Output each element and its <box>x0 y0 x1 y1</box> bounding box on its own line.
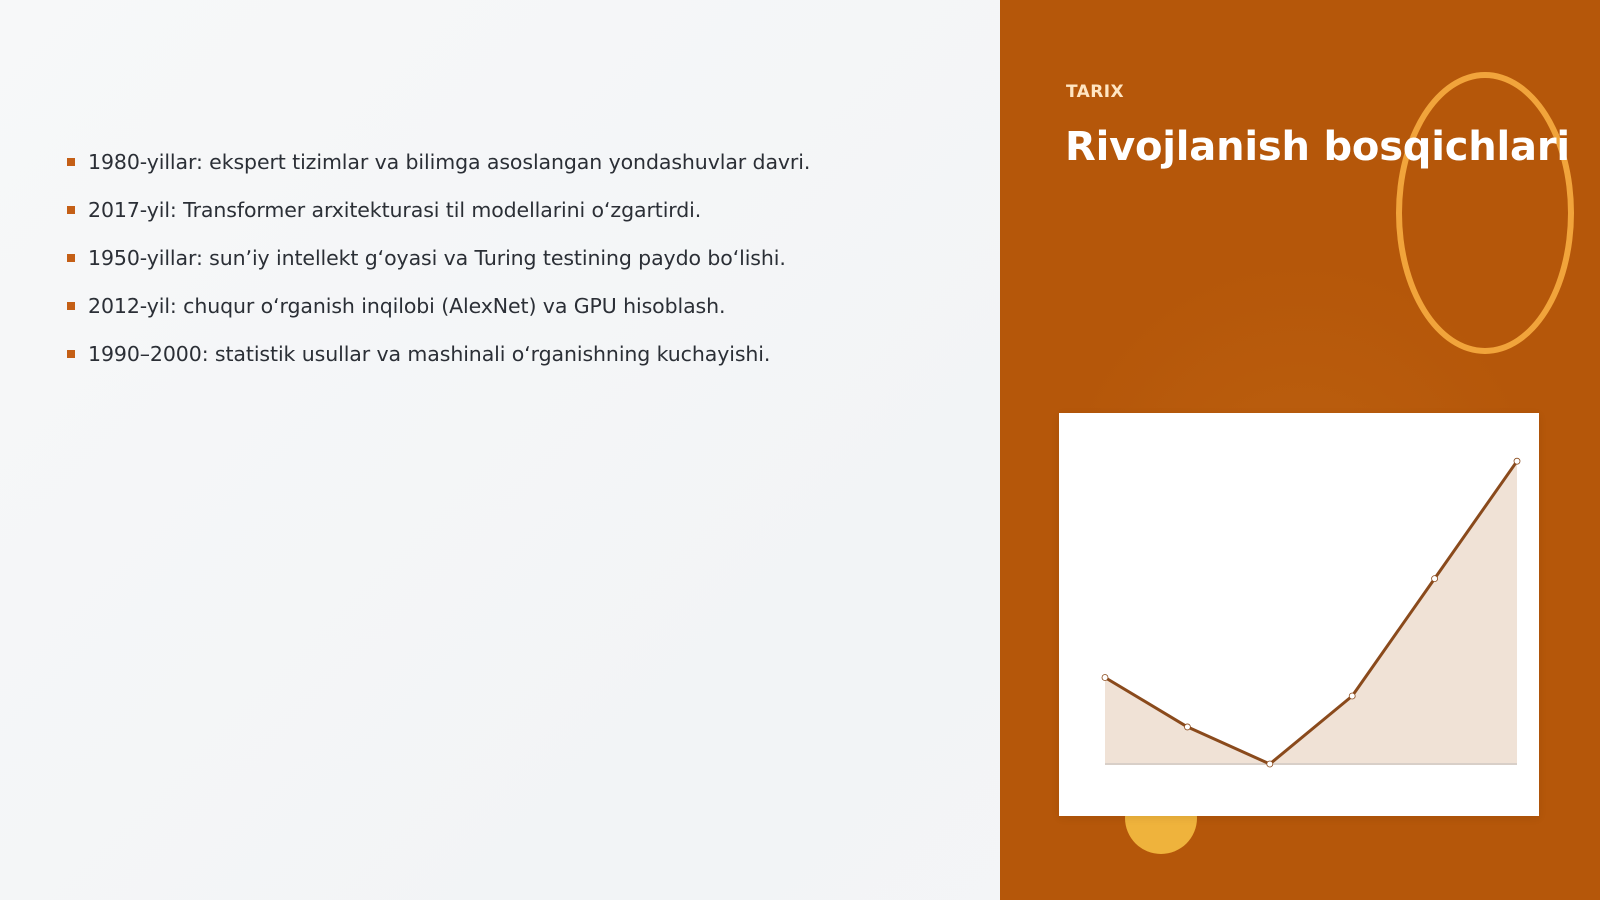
data-point <box>1267 761 1273 767</box>
square-bullet-icon <box>67 350 75 358</box>
bullet-item <box>64 234 810 282</box>
bullet-text: 1980-yillar: ekspert tizimlar va bilimga asoslangan yondashuvlar davri. <box>88 150 811 174</box>
square-bullet-icon <box>67 158 75 166</box>
bullet-item <box>64 186 810 234</box>
bullet-text: 2012-yil: chuqur oʻrganish inqilobi (AlexNet) va GPU hisoblash. <box>88 294 726 318</box>
square-bullet-icon <box>67 254 75 262</box>
square-bullet-icon <box>67 206 75 214</box>
slide-title: Rivojlanish bosqichlari <box>1065 124 1570 170</box>
decorative-ring <box>1396 72 1574 354</box>
bullet-item <box>64 282 810 330</box>
bullet-text: 1950-yillar: sunʼiy intellekt gʻoyasi va Turing testining paydo boʻlishi. <box>88 246 786 270</box>
bullet-text: 1990–2000: statistik usullar va mashinali oʻrganishning kuchayishi. <box>88 342 771 366</box>
trend-chart <box>1059 413 1539 816</box>
accent-panel <box>1000 0 1600 900</box>
data-point <box>1432 576 1438 582</box>
chart-card <box>1059 413 1539 816</box>
series-area-fill <box>1105 461 1517 764</box>
data-point <box>1184 724 1190 730</box>
bullet-text: 2017-yil: Transformer arxitekturasi til modellarini oʻzgartirdi. <box>88 198 702 222</box>
data-point <box>1514 458 1520 464</box>
section-kicker: TARIX <box>1066 82 1124 102</box>
timeline-bullet-list <box>64 138 810 378</box>
bullet-item <box>64 138 810 186</box>
bullet-item <box>64 330 810 378</box>
data-point <box>1102 674 1108 680</box>
square-bullet-icon <box>67 302 75 310</box>
data-point <box>1349 693 1355 699</box>
